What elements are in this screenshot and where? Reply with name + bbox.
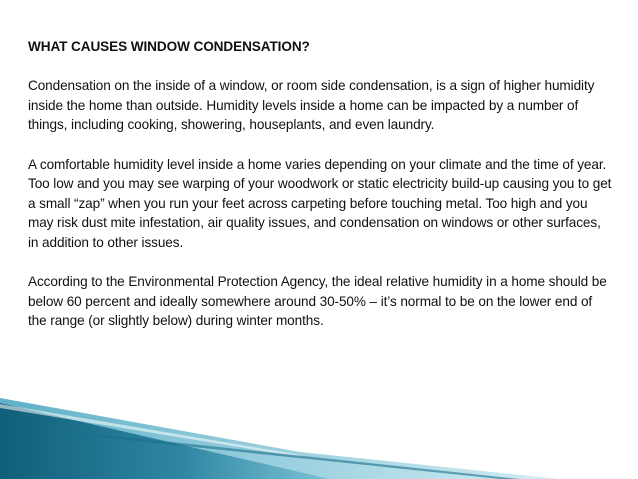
paragraph-causes: Condensation on the inside of a window, or room side condensation, is a sign of higher humidity inside the home than outside. Humidity levels inside a home can be impacted by a number of things, including cooking, showering, houseplants, and even laundry. [28,78,595,133]
paragraph-comfortable-level: A comfortable humidity level inside a home varies depending on your climate and the time of year. Too low and you may see warping of your woodwork or static electricity build-up causing you to get a small “zap” when you run your feet across carpeting before touching metal. Too high and you may risk dust mite infestation, air quality issues, and condensation on windows or other surfaces, in addition to other issues. [28,156,612,250]
slide-body [28,37,613,351]
slide-heading: WHAT CAUSES WINDOW CONDENSATION? [28,39,310,54]
paragraph-epa-recommendation: According to the Environmental Protection Agency, the ideal relative humidity in a home should be below 60 percent and ideally somewhere around 30-50% – it’s normal to be on the lower end of the range (or slightly below) during winter months. [28,274,607,329]
